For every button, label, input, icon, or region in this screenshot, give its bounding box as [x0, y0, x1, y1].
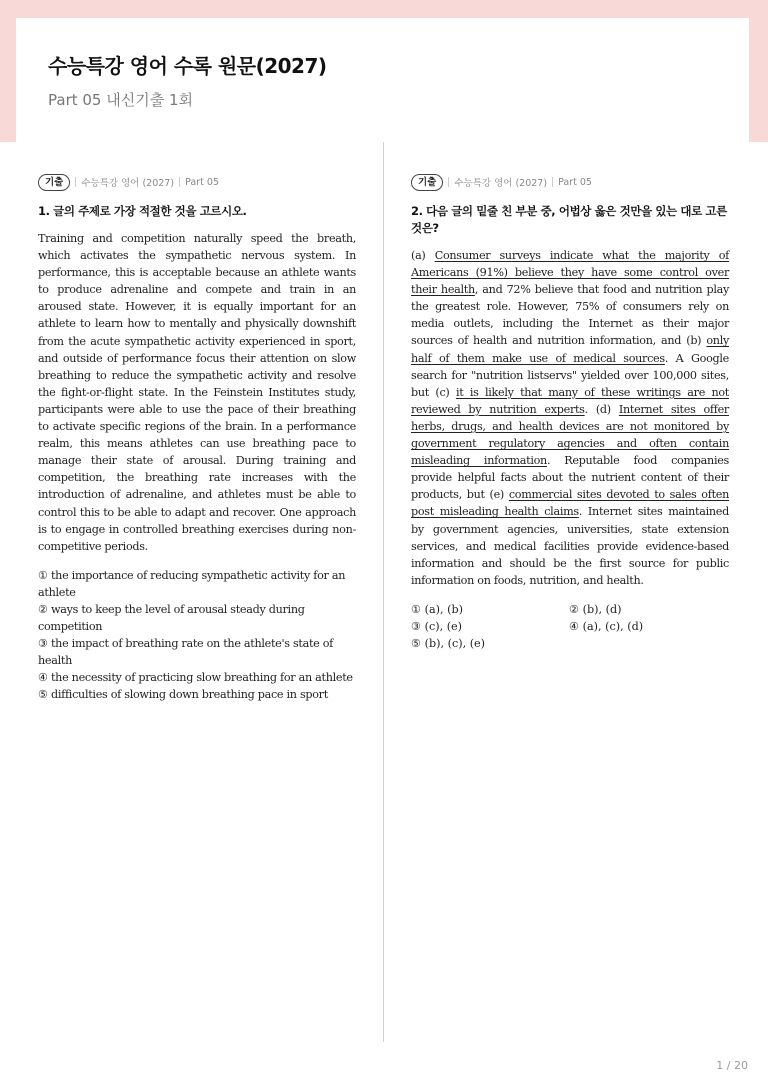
choice-4[interactable]: ④ (a), (c), (d) [569, 619, 644, 633]
meta-separator [552, 177, 553, 187]
page-number: 1 / 20 [716, 1059, 748, 1072]
choice-1[interactable]: ① (a), (b) [411, 602, 463, 616]
question-1-source: 수능특강 영어 (2027) [81, 178, 175, 189]
question-1-part: Part 05 [185, 176, 219, 188]
question-2-choices [411, 601, 729, 652]
question-2-passage [411, 247, 729, 589]
question-1 [38, 173, 356, 704]
document-subtitle: Part 05 내신기출 1회 [48, 91, 193, 109]
question-1-passage: Training and competition naturally speed the breath, which activates the sympathetic nervous system. In performance, this is acceptable because an athlete wants to produce adrenaline and compete and train in an aroused state. However, it is equally important for an athlete to learn how to mentally and physically downshift from the acute sympathetic activity experienced in sport, and outside of performance focus their attention on slow breathing to reduce the sympathetic activity and resolve the fight-or-flight state. In the Feinstein Institutes study, participants were able to use the pace of their breathing to activate specific regions of the brain. In a performance realm, this means athletes can use breathing pace to manage their state of arousal. During training and competition, the breathing rate increases with the introduction of adrenaline, and athletes must be able to control this to be able to adapt and recover. One approach is to engage in controlled breathing exercises during non-competitive periods. [38, 232, 356, 553]
passage-segment: . (d) [584, 402, 619, 416]
underlined-c: it is likely that many of these writings are not reviewed by nutrition experts [411, 385, 729, 416]
label-a: (a) [411, 249, 435, 262]
passage-segment: . Internet sites maintained by government agencies, universities, state extension services, and medical facilities provide evidence-based information and should be the first source for public information on foods, nutrition, and health. [411, 505, 729, 587]
choice-3[interactable]: ③ (c), (e) [411, 619, 463, 633]
choice-3[interactable]: ③ the impact of breathing rate on the athlete's state of health [38, 637, 334, 668]
question-1-title: 1. 글의 주제로 가장 적절한 것을 고르시오. [38, 204, 247, 218]
column-divider [383, 142, 384, 1042]
meta-separator [75, 177, 76, 187]
passage-segment: . Reputable food companies provide helpful facts about the nutrient content of their products, but (e) [411, 454, 729, 502]
question-2-source: 수능특강 영어 (2027) [454, 178, 548, 189]
document-title: 수능특강 영어 수록 원문(2027) [48, 54, 327, 78]
choice-5[interactable]: ⑤ difficulties of slowing down breathing pace in sport [38, 688, 328, 702]
choice-5[interactable]: ⑤ (b), (c), (e) [411, 637, 486, 651]
passage-segment: , and 72% believe that food and nutrition play the greatest role. However, 75% of consumers rely on media outlets, including the Internet as their major sources of health and nutrition information, and (b) [411, 283, 729, 348]
underlined-a: Consumer surveys indicate what the majority of Americans (91%) believe they have some control over their health [411, 249, 729, 297]
meta-separator [448, 177, 449, 187]
question-2-part: Part 05 [558, 176, 592, 188]
underlined-e: commercial sites devoted to sales often post misleading health claims [411, 488, 729, 519]
question-2-title: 2. 다음 글의 밑줄 친 부분 중, 어법상 옳은 것만을 있는 대로 고른 것은? [411, 204, 727, 235]
underlined-b: only half of them make use of medical sources [411, 334, 729, 365]
choice-2[interactable]: ② ways to keep the level of arousal steady during competition [38, 602, 305, 634]
meta-separator [179, 177, 180, 187]
header-card [16, 18, 749, 142]
choice-2[interactable]: ② (b), (d) [569, 602, 622, 616]
underlined-d: Internet sites offer herbs, drugs, and health devices are not monitored by government regulatory agencies and often contain misleading information [411, 402, 729, 468]
question-2 [411, 173, 729, 652]
question-1-badge: 기출 [38, 174, 70, 191]
question-2-meta [411, 173, 729, 191]
choice-1[interactable]: ① the importance of reducing sympathetic activity for an athlete [38, 568, 346, 599]
passage-segment: . A Google search for "nutrition listservs" yielded over 100,000 sites, but (c) [411, 351, 729, 399]
choice-4[interactable]: ④ the necessity of practicing slow breathing for an athlete [38, 671, 353, 685]
question-1-choices [38, 567, 356, 704]
question-1-meta [38, 173, 356, 191]
question-2-badge: 기출 [411, 174, 443, 191]
